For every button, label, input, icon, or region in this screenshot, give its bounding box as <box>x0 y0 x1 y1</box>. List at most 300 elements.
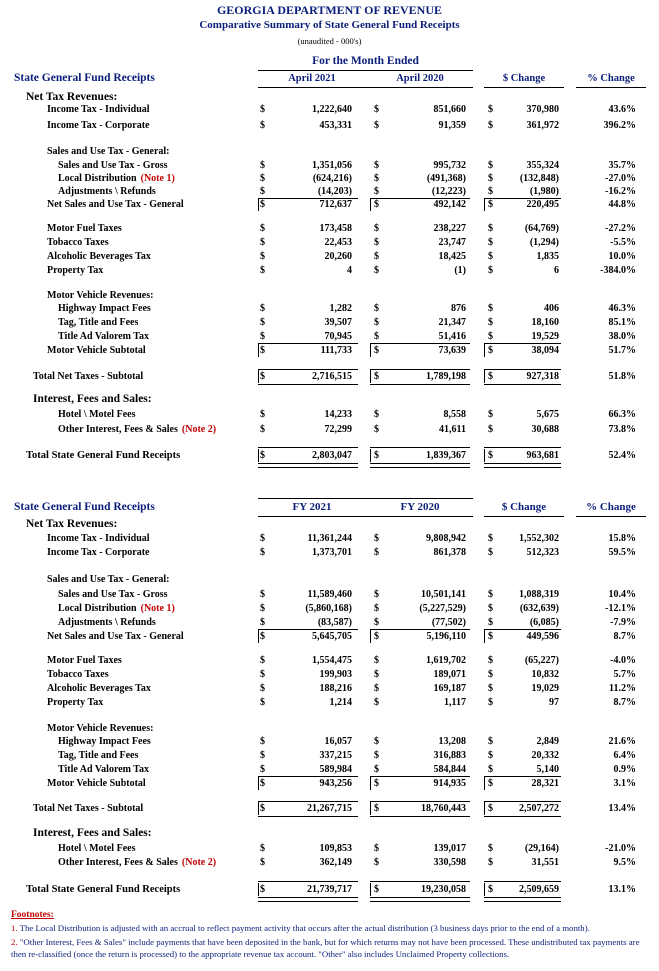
cell-v4: 15.8% <box>608 533 636 544</box>
cell-v2: 13,208 <box>438 736 466 747</box>
dollar-sign: $ <box>374 617 379 628</box>
cell-v3: 19,029 <box>531 683 559 694</box>
dollar-sign: $ <box>374 409 379 420</box>
table-row <box>0 518 659 531</box>
cell-v4: -5.5% <box>610 237 636 248</box>
table-row <box>0 777 659 790</box>
row-label <box>58 616 156 629</box>
dollar-sign: $ <box>374 884 379 895</box>
cell-v4: 46.3% <box>608 303 636 314</box>
cell-v3: 20,332 <box>531 750 559 761</box>
table-row <box>0 302 659 315</box>
dollar-sign: $ <box>260 424 265 435</box>
dollar-sign: $ <box>260 186 265 197</box>
dollar-sign: $ <box>488 237 493 248</box>
cell-v1: (83,587) <box>317 617 352 628</box>
cell-v3: (29,164) <box>524 843 559 854</box>
row-label-text: Property Tax <box>47 697 104 708</box>
dollar-sign: $ <box>260 843 265 854</box>
dollar-sign: $ <box>488 199 493 210</box>
cell-v1: 22,453 <box>324 237 352 248</box>
cell-v1: 1,282 <box>329 303 352 314</box>
row-label-text: Motor Vehicle Revenues: <box>47 723 154 734</box>
row-label-text: Local Distribution <box>58 603 137 614</box>
row-label <box>47 682 151 695</box>
dollar-sign: $ <box>260 683 265 694</box>
dollar-sign: $ <box>488 173 493 184</box>
cell-v4: 13.1% <box>608 884 636 895</box>
dollar-sign: $ <box>374 120 379 131</box>
cell-v2: 169,187 <box>433 683 466 694</box>
dollar-sign: $ <box>488 345 493 356</box>
row-label <box>47 119 150 132</box>
cell-v1: 70,945 <box>324 331 352 342</box>
cell-v3: 18,160 <box>531 317 559 328</box>
dollar-sign: $ <box>374 265 379 276</box>
row-label <box>58 159 168 172</box>
table-row <box>0 573 659 586</box>
dollar-sign: $ <box>488 186 493 197</box>
dollar-sign: $ <box>374 547 379 558</box>
row-label <box>58 172 175 185</box>
table-row <box>0 393 659 406</box>
row-label <box>33 393 152 406</box>
cell-v3: (1,980) <box>529 186 559 197</box>
dollar-sign: $ <box>260 750 265 761</box>
row-label-text: Title Ad Valorem Tax <box>58 331 150 342</box>
cell-v2: 73,639 <box>438 345 466 356</box>
table-row <box>0 735 659 748</box>
s2-col4-header: % Change <box>586 501 636 513</box>
table-row <box>0 654 659 667</box>
cell-v4: 13.4% <box>608 803 636 814</box>
dollar-sign: $ <box>260 669 265 680</box>
cell-v4: 0.9% <box>613 764 636 775</box>
cell-v1: 1,214 <box>329 697 352 708</box>
table-row <box>0 119 659 132</box>
dollar-sign: $ <box>374 199 379 210</box>
cell-v2: 5,196,110 <box>426 631 466 642</box>
note-reference: (Note 2) <box>181 424 217 435</box>
row-label-text: Sales and Use Tax - Gross <box>58 589 168 600</box>
table-row <box>0 159 659 172</box>
cell-v3: 30,688 <box>531 424 559 435</box>
s1-receipts-label: State General Fund Receipts <box>14 72 155 84</box>
note-reference: (Note 1) <box>140 173 175 184</box>
cell-v2: 18,760,443 <box>421 803 466 814</box>
table-row <box>0 722 659 735</box>
dollar-sign: $ <box>488 251 493 262</box>
cell-v2: 139,017 <box>433 843 466 854</box>
row-label <box>58 423 216 436</box>
row-label-text: Total State General Fund Receipts <box>26 450 181 461</box>
cell-v3: 963,681 <box>526 450 559 461</box>
dollar-sign: $ <box>374 450 379 461</box>
dollar-sign: $ <box>374 424 379 435</box>
cell-v2: 861,378 <box>433 547 466 558</box>
cell-v3: 2,509,659 <box>519 884 559 895</box>
dollar-sign: $ <box>488 450 493 461</box>
footnote-2-number: 2. <box>11 937 18 947</box>
cell-v3: 355,324 <box>526 160 559 171</box>
table-row <box>0 883 659 896</box>
row-label-text: Net Tax Revenues: <box>26 91 118 103</box>
dollar-sign: $ <box>488 424 493 435</box>
dollar-sign: $ <box>488 331 493 342</box>
row-label <box>47 668 109 681</box>
cell-v4: 10.0% <box>608 251 636 262</box>
cell-v3: (1,294) <box>529 237 559 248</box>
row-label <box>47 250 151 263</box>
report-title: Comparative Summary of State General Fund Receipts <box>199 19 460 31</box>
dollar-sign: $ <box>488 655 493 666</box>
row-label-text: Total Net Taxes - Subtotal <box>33 803 144 814</box>
table-row <box>0 145 659 158</box>
cell-v2: 9,808,942 <box>426 533 466 544</box>
dollar-sign: $ <box>374 683 379 694</box>
cell-v3: 28,321 <box>531 778 559 789</box>
cell-v1: 1,373,701 <box>312 547 352 558</box>
row-label-text: Motor Vehicle Revenues: <box>47 290 154 301</box>
cell-v4: 21.6% <box>608 736 636 747</box>
row-label <box>47 546 150 559</box>
dollar-sign: $ <box>488 631 493 642</box>
cell-v2: 330,598 <box>433 857 466 868</box>
row-label-text: Adjustments \ Refunds <box>58 617 156 628</box>
dollar-sign: $ <box>374 533 379 544</box>
table-row <box>0 588 659 601</box>
table-row <box>0 842 659 855</box>
cell-v2: 41,611 <box>439 424 466 435</box>
cell-v2: 91,359 <box>438 120 466 131</box>
cell-v2: 1,619,702 <box>426 655 466 666</box>
cell-v2: 189,071 <box>433 669 466 680</box>
dollar-sign: $ <box>374 669 379 680</box>
table-row <box>0 423 659 436</box>
row-label <box>47 344 146 357</box>
dollar-sign: $ <box>260 120 265 131</box>
cell-v2: 492,142 <box>433 199 466 210</box>
cell-v1: 188,216 <box>319 683 352 694</box>
cell-v2: (77,502) <box>431 617 466 628</box>
dollar-sign: $ <box>488 803 493 814</box>
cell-v4: 8.7% <box>613 697 636 708</box>
cell-v1: (5,860,168) <box>305 603 352 614</box>
cell-v1: 1,554,475 <box>312 655 352 666</box>
footnote-1-text: The Local Distribution is adjusted with an accrual to reflect payment activity that occurs after the actual distribution (3 business days prior to the end of a month). <box>19 923 590 933</box>
s2-col3-header: $ Change <box>501 501 547 513</box>
row-label-text: Hotel \ Motel Fees <box>58 409 136 420</box>
cell-v2: 851,660 <box>433 104 466 115</box>
s1-col3-header: $ Change <box>502 73 546 84</box>
cell-v2: 1,839,367 <box>426 450 466 461</box>
dollar-sign: $ <box>488 764 493 775</box>
table-row <box>0 236 659 249</box>
cell-v4: 396.2% <box>603 120 636 131</box>
cell-v3: (132,848) <box>519 173 559 184</box>
cell-v4: 35.7% <box>608 160 636 171</box>
dollar-sign: $ <box>374 331 379 342</box>
dollar-sign: $ <box>374 371 379 382</box>
cell-v3: (65,227) <box>524 655 559 666</box>
cell-v4: -7.9% <box>610 617 636 628</box>
dollar-sign: $ <box>260 104 265 115</box>
cell-v1: 109,853 <box>319 843 352 854</box>
cell-v1: 943,256 <box>319 778 352 789</box>
row-label-text: Income Tax - Individual <box>47 533 150 544</box>
row-label <box>33 370 143 383</box>
dollar-sign: $ <box>488 617 493 628</box>
row-label-text: Income Tax - Corporate <box>47 547 150 558</box>
row-label <box>47 696 103 709</box>
cell-v3: 97 <box>549 697 559 708</box>
cell-v3: 220,495 <box>526 199 559 210</box>
dollar-sign: $ <box>488 120 493 131</box>
cell-v4: -27.0% <box>605 173 636 184</box>
cell-v4: 9.5% <box>613 857 636 868</box>
cell-v1: 199,903 <box>319 669 352 680</box>
cell-v1: 712,637 <box>319 199 352 210</box>
row-label <box>58 763 149 776</box>
row-label-text: Total Net Taxes - Subtotal <box>33 371 144 382</box>
dollar-sign: $ <box>260 331 265 342</box>
cell-v2: 1,789,198 <box>426 371 466 382</box>
table-row <box>0 532 659 545</box>
row-label <box>33 802 143 815</box>
row-label <box>47 722 153 735</box>
table-row <box>0 330 659 343</box>
cell-v1: 2,716,515 <box>312 371 352 382</box>
dollar-sign: $ <box>374 303 379 314</box>
cell-v3: 1,088,319 <box>519 589 559 600</box>
row-label <box>33 827 152 840</box>
cell-v4: -4.0% <box>610 655 636 666</box>
cell-v1: 2,803,047 <box>312 450 352 461</box>
dollar-sign: $ <box>374 803 379 814</box>
cell-v3: 361,972 <box>526 120 559 131</box>
row-label <box>47 264 103 277</box>
cell-v3: 5,675 <box>536 409 559 420</box>
table-row <box>0 749 659 762</box>
table-row <box>0 172 659 185</box>
table-row <box>0 264 659 277</box>
dollar-sign: $ <box>260 803 265 814</box>
row-label <box>47 103 150 116</box>
dollar-sign: $ <box>260 655 265 666</box>
dollar-sign: $ <box>374 736 379 747</box>
dollar-sign: $ <box>260 736 265 747</box>
row-label-text: Total State General Fund Receipts <box>26 884 181 895</box>
dollar-sign: $ <box>260 603 265 614</box>
cell-v4: 11.2% <box>609 683 636 694</box>
row-label-text: Alcoholic Beverages Tax <box>47 683 151 694</box>
dollar-sign: $ <box>488 683 493 694</box>
agency-title: GEORGIA DEPARTMENT OF REVENUE <box>216 3 443 17</box>
table-row <box>0 250 659 263</box>
row-label <box>47 777 146 790</box>
cell-v4: -27.2% <box>605 223 636 234</box>
cell-v4: 43.6% <box>608 104 636 115</box>
dollar-sign: $ <box>488 857 493 868</box>
cell-v3: (6,085) <box>529 617 559 628</box>
row-label <box>26 518 117 531</box>
dollar-sign: $ <box>260 173 265 184</box>
dollar-sign: $ <box>260 237 265 248</box>
dollar-sign: $ <box>260 265 265 276</box>
row-label <box>26 449 180 462</box>
row-label-text: Motor Fuel Taxes <box>47 655 122 666</box>
row-label-text: Motor Vehicle Subtotal <box>47 778 146 789</box>
period-label: For the Month Ended <box>312 55 419 67</box>
dollar-sign: $ <box>260 160 265 171</box>
row-label-text: Income Tax - Individual <box>47 104 150 115</box>
dollar-sign: $ <box>488 303 493 314</box>
cell-v4: 5.7% <box>613 669 636 680</box>
cell-v1: 173,458 <box>319 223 352 234</box>
cell-v4: 10.4% <box>608 589 636 600</box>
dollar-sign: $ <box>488 697 493 708</box>
cell-v1: 1,222,640 <box>312 104 352 115</box>
row-label-text: Hotel \ Motel Fees <box>58 843 136 854</box>
table-row <box>0 696 659 709</box>
dollar-sign: $ <box>260 547 265 558</box>
row-label <box>26 883 180 896</box>
row-label-text: Tag, Title and Fees <box>58 750 139 761</box>
cell-v4: 6.4% <box>613 750 636 761</box>
dollar-sign: $ <box>260 764 265 775</box>
table-row <box>0 827 659 840</box>
cell-v4: -16.2% <box>605 186 636 197</box>
cell-v4: 66.3% <box>608 409 636 420</box>
row-label <box>58 330 149 343</box>
cell-v1: 16,057 <box>324 736 352 747</box>
cell-v4: -384.0% <box>600 265 636 276</box>
dollar-sign: $ <box>488 265 493 276</box>
row-label <box>47 654 122 667</box>
cell-v3: 927,318 <box>526 371 559 382</box>
cell-v1: 20,260 <box>324 251 352 262</box>
cell-v2: 995,732 <box>433 160 466 171</box>
s2-receipts-label: State General Fund Receipts <box>14 501 155 513</box>
dollar-sign: $ <box>488 843 493 854</box>
dollar-sign: $ <box>374 173 379 184</box>
row-label <box>47 222 122 235</box>
table-row <box>0 546 659 559</box>
dollar-sign: $ <box>374 655 379 666</box>
dollar-sign: $ <box>488 371 493 382</box>
row-label-text: Other Interest, Fees & Sales <box>58 857 178 868</box>
cell-v2: 10,501,141 <box>421 589 466 600</box>
cell-v3: (632,639) <box>519 603 559 614</box>
cell-v3: 38,094 <box>531 345 559 356</box>
dollar-sign: $ <box>488 778 493 789</box>
cell-v2: (12,223) <box>431 186 466 197</box>
dollar-sign: $ <box>374 237 379 248</box>
s2-col1-header: FY 2021 <box>292 501 332 513</box>
row-label <box>58 735 151 748</box>
row-label <box>58 302 151 315</box>
dollar-sign: $ <box>374 186 379 197</box>
cell-v4: 52.4% <box>608 450 636 461</box>
dollar-sign: $ <box>374 104 379 115</box>
cell-v1: 362,149 <box>319 857 352 868</box>
cell-v1: 111,733 <box>320 345 352 356</box>
dollar-sign: $ <box>488 589 493 600</box>
dollar-sign: $ <box>260 589 265 600</box>
cell-v1: 453,331 <box>319 120 352 131</box>
row-label-text: Interest, Fees and Sales: <box>33 827 152 839</box>
row-label-text: Motor Fuel Taxes <box>47 223 122 234</box>
cell-v1: 4 <box>347 265 352 276</box>
dollar-sign: $ <box>374 251 379 262</box>
dollar-sign: $ <box>488 223 493 234</box>
cell-v4: -21.0% <box>605 843 636 854</box>
row-label <box>47 532 150 545</box>
dollar-sign: $ <box>260 697 265 708</box>
row-label-text: Motor Vehicle Subtotal <box>47 345 146 356</box>
row-label <box>58 602 175 615</box>
row-label-text: Property Tax <box>47 265 104 276</box>
dollar-sign: $ <box>374 317 379 328</box>
row-label-text: Net Tax Revenues: <box>26 518 118 530</box>
row-label-text: Adjustments \ Refunds <box>58 186 156 197</box>
row-label <box>58 185 156 198</box>
dollar-sign: $ <box>488 409 493 420</box>
dollar-sign: $ <box>488 884 493 895</box>
dollar-sign: $ <box>374 345 379 356</box>
cell-v2: 19,230,058 <box>421 884 466 895</box>
footnote-1 <box>11 923 651 935</box>
table-row <box>0 682 659 695</box>
dollar-sign: $ <box>260 778 265 789</box>
row-label <box>58 749 138 762</box>
cell-v3: 449,596 <box>526 631 559 642</box>
cell-v3: 6 <box>554 265 559 276</box>
cell-v1: 1,351,056 <box>312 160 352 171</box>
dollar-sign: $ <box>260 199 265 210</box>
table-row <box>0 316 659 329</box>
cell-v1: (14,203) <box>317 186 352 197</box>
note-reference: (Note 1) <box>140 603 175 614</box>
cell-v4: 73.8% <box>608 424 636 435</box>
row-label <box>47 573 170 586</box>
dollar-sign: $ <box>488 603 493 614</box>
cell-v3: 31,551 <box>531 857 559 868</box>
cell-v1: (624,216) <box>312 173 352 184</box>
cell-v1: 337,215 <box>319 750 352 761</box>
note-reference: (Note 2) <box>181 857 217 868</box>
cell-v2: (491,368) <box>426 173 466 184</box>
cell-v1: 72,299 <box>324 424 352 435</box>
dollar-sign: $ <box>374 843 379 854</box>
cell-v1: 21,739,717 <box>307 884 352 895</box>
cell-v1: 5,645,705 <box>312 631 352 642</box>
dollar-sign: $ <box>260 345 265 356</box>
table-row <box>0 103 659 116</box>
table-row <box>0 763 659 776</box>
table-row <box>0 616 659 629</box>
cell-v2: 51,416 <box>438 331 466 342</box>
row-label <box>58 316 138 329</box>
dollar-sign: $ <box>260 617 265 628</box>
cell-v2: 876 <box>451 303 466 314</box>
table-row <box>0 408 659 421</box>
row-label-text: Tobacco Taxes <box>47 237 109 248</box>
table-row <box>0 198 659 211</box>
table-row <box>0 449 659 462</box>
s1-col1-header: April 2021 <box>288 73 336 84</box>
table-row <box>0 344 659 357</box>
